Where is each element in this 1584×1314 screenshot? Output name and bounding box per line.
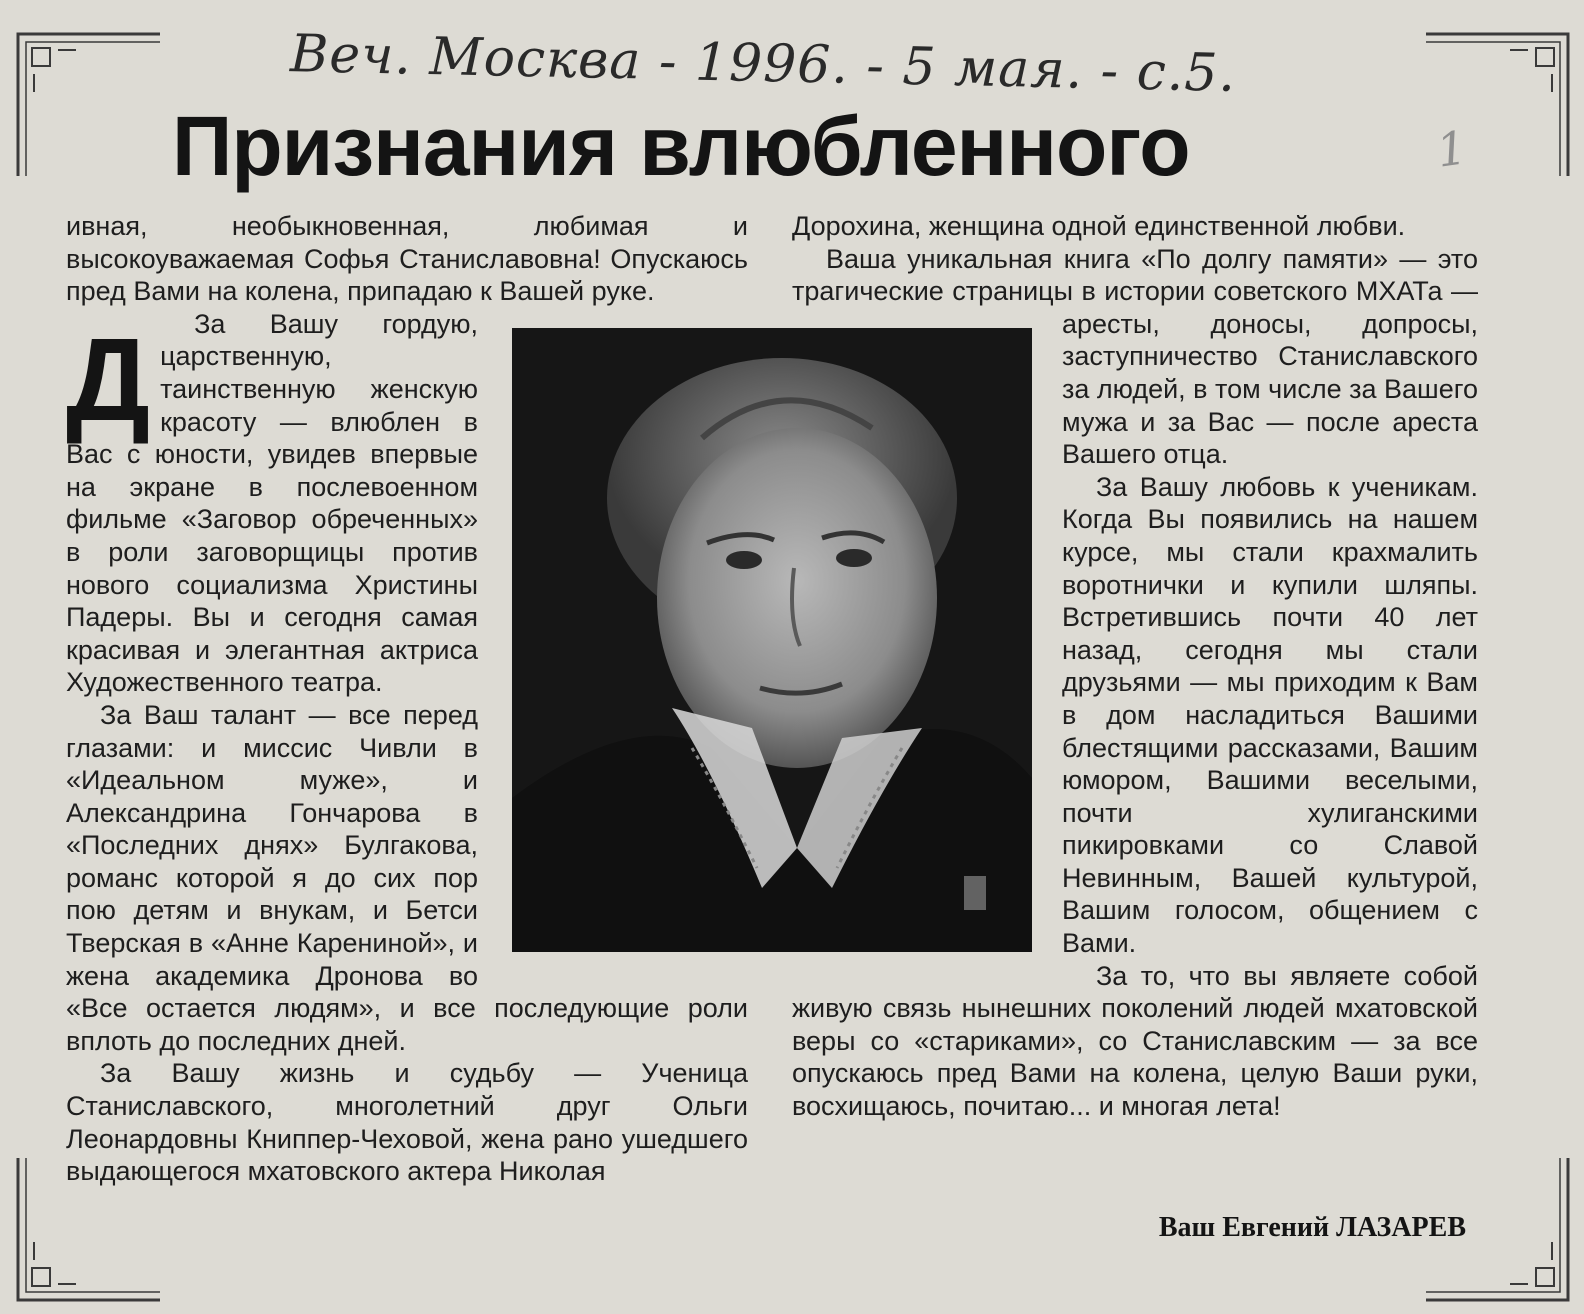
paragraph: Дорохина, женщина одной единственной любви. [792, 211, 1406, 241]
paragraph: За Вашу любовь к ученикам. Когда Вы появились на нашем курсе, мы стали крахмалить воротнички и купили шляпы. Встретившись почти 40 лет назад, сегодня мы стали друзьями — мы приходим к Вам в дом насладиться Вашими блестящими рассказами, Вашим юмором, Вашими веселыми, почти хулиганскими пикировками со Славой Невинным, Вашей культурой, Вашим голосом, общением с Вами. [1062, 471, 1478, 959]
article-headline: Признания влюбленного [172, 99, 1190, 193]
portrait-photo [512, 328, 1032, 952]
paragraph: За Ваш талант — все перед глазами: и миссис Чивли в «Идеальном муже», и Александрина Гончарова в «Последних днях» Булгакова, романс которой я до сих пор пою детям и внукам, и Бетси Тверская в «Анне Карениной», и жена академика Дронова во «Все остается людям», и все последующие роли вплоть до последних дней. [66, 699, 748, 1056]
frame-corner-ornament [14, 30, 164, 180]
paragraph: Ваша уникальная книга «По долгу памяти» — это трагические страницы в истории советского МХАТа — аресты, доносы, допросы, заступничество Станиславского за людей, в том числе за Вашего мужа и за Вас — после ареста Вашего отца. [792, 243, 1478, 470]
drop-cap: Д [66, 314, 151, 446]
paragraph: За то, что вы являете собой живую связь нынешних поколений людей мхатовской веры со «стариками», со Станиславским — за все опускаюсь пред Вами на колена, целую Ваши руки, восхищаюсь, почитаю... и многая лета! [792, 960, 1478, 1122]
paragraph: За Вашу жизнь и судьбу — Ученица Станиславского, многолетний друг Ольги Леонардовны Книппер-Чеховой, жена рано ушедшего выдающегося мхатовского актера Николая [66, 1058, 748, 1187]
paragraph: За Вашу гордую, царственную, таинственную женскую красоту — влюблен в Вас с юности, увидев впервые на экране в послевоенном фильме «Заговор обреченных» в роли заговорщицы против нового социализма Христины Падеры. Вы и сегодня самая красивая и элегантная актриса Художественного театра. [66, 308, 478, 698]
handwritten-source-note: Веч. Москва - 1996. - 5 мая. - с.5. [289, 24, 1237, 104]
handwritten-page-mark: 1 [1433, 120, 1470, 178]
paragraph: ивная, необыкновенная, любимая и высокоуважаемая Софья Станиславовна! Опускаюсь пред Вами на колена, припадаю к Вашей руке. [66, 211, 748, 307]
author-signature: Ваш Евгений ЛАЗАРЕВ [1158, 1212, 1466, 1243]
